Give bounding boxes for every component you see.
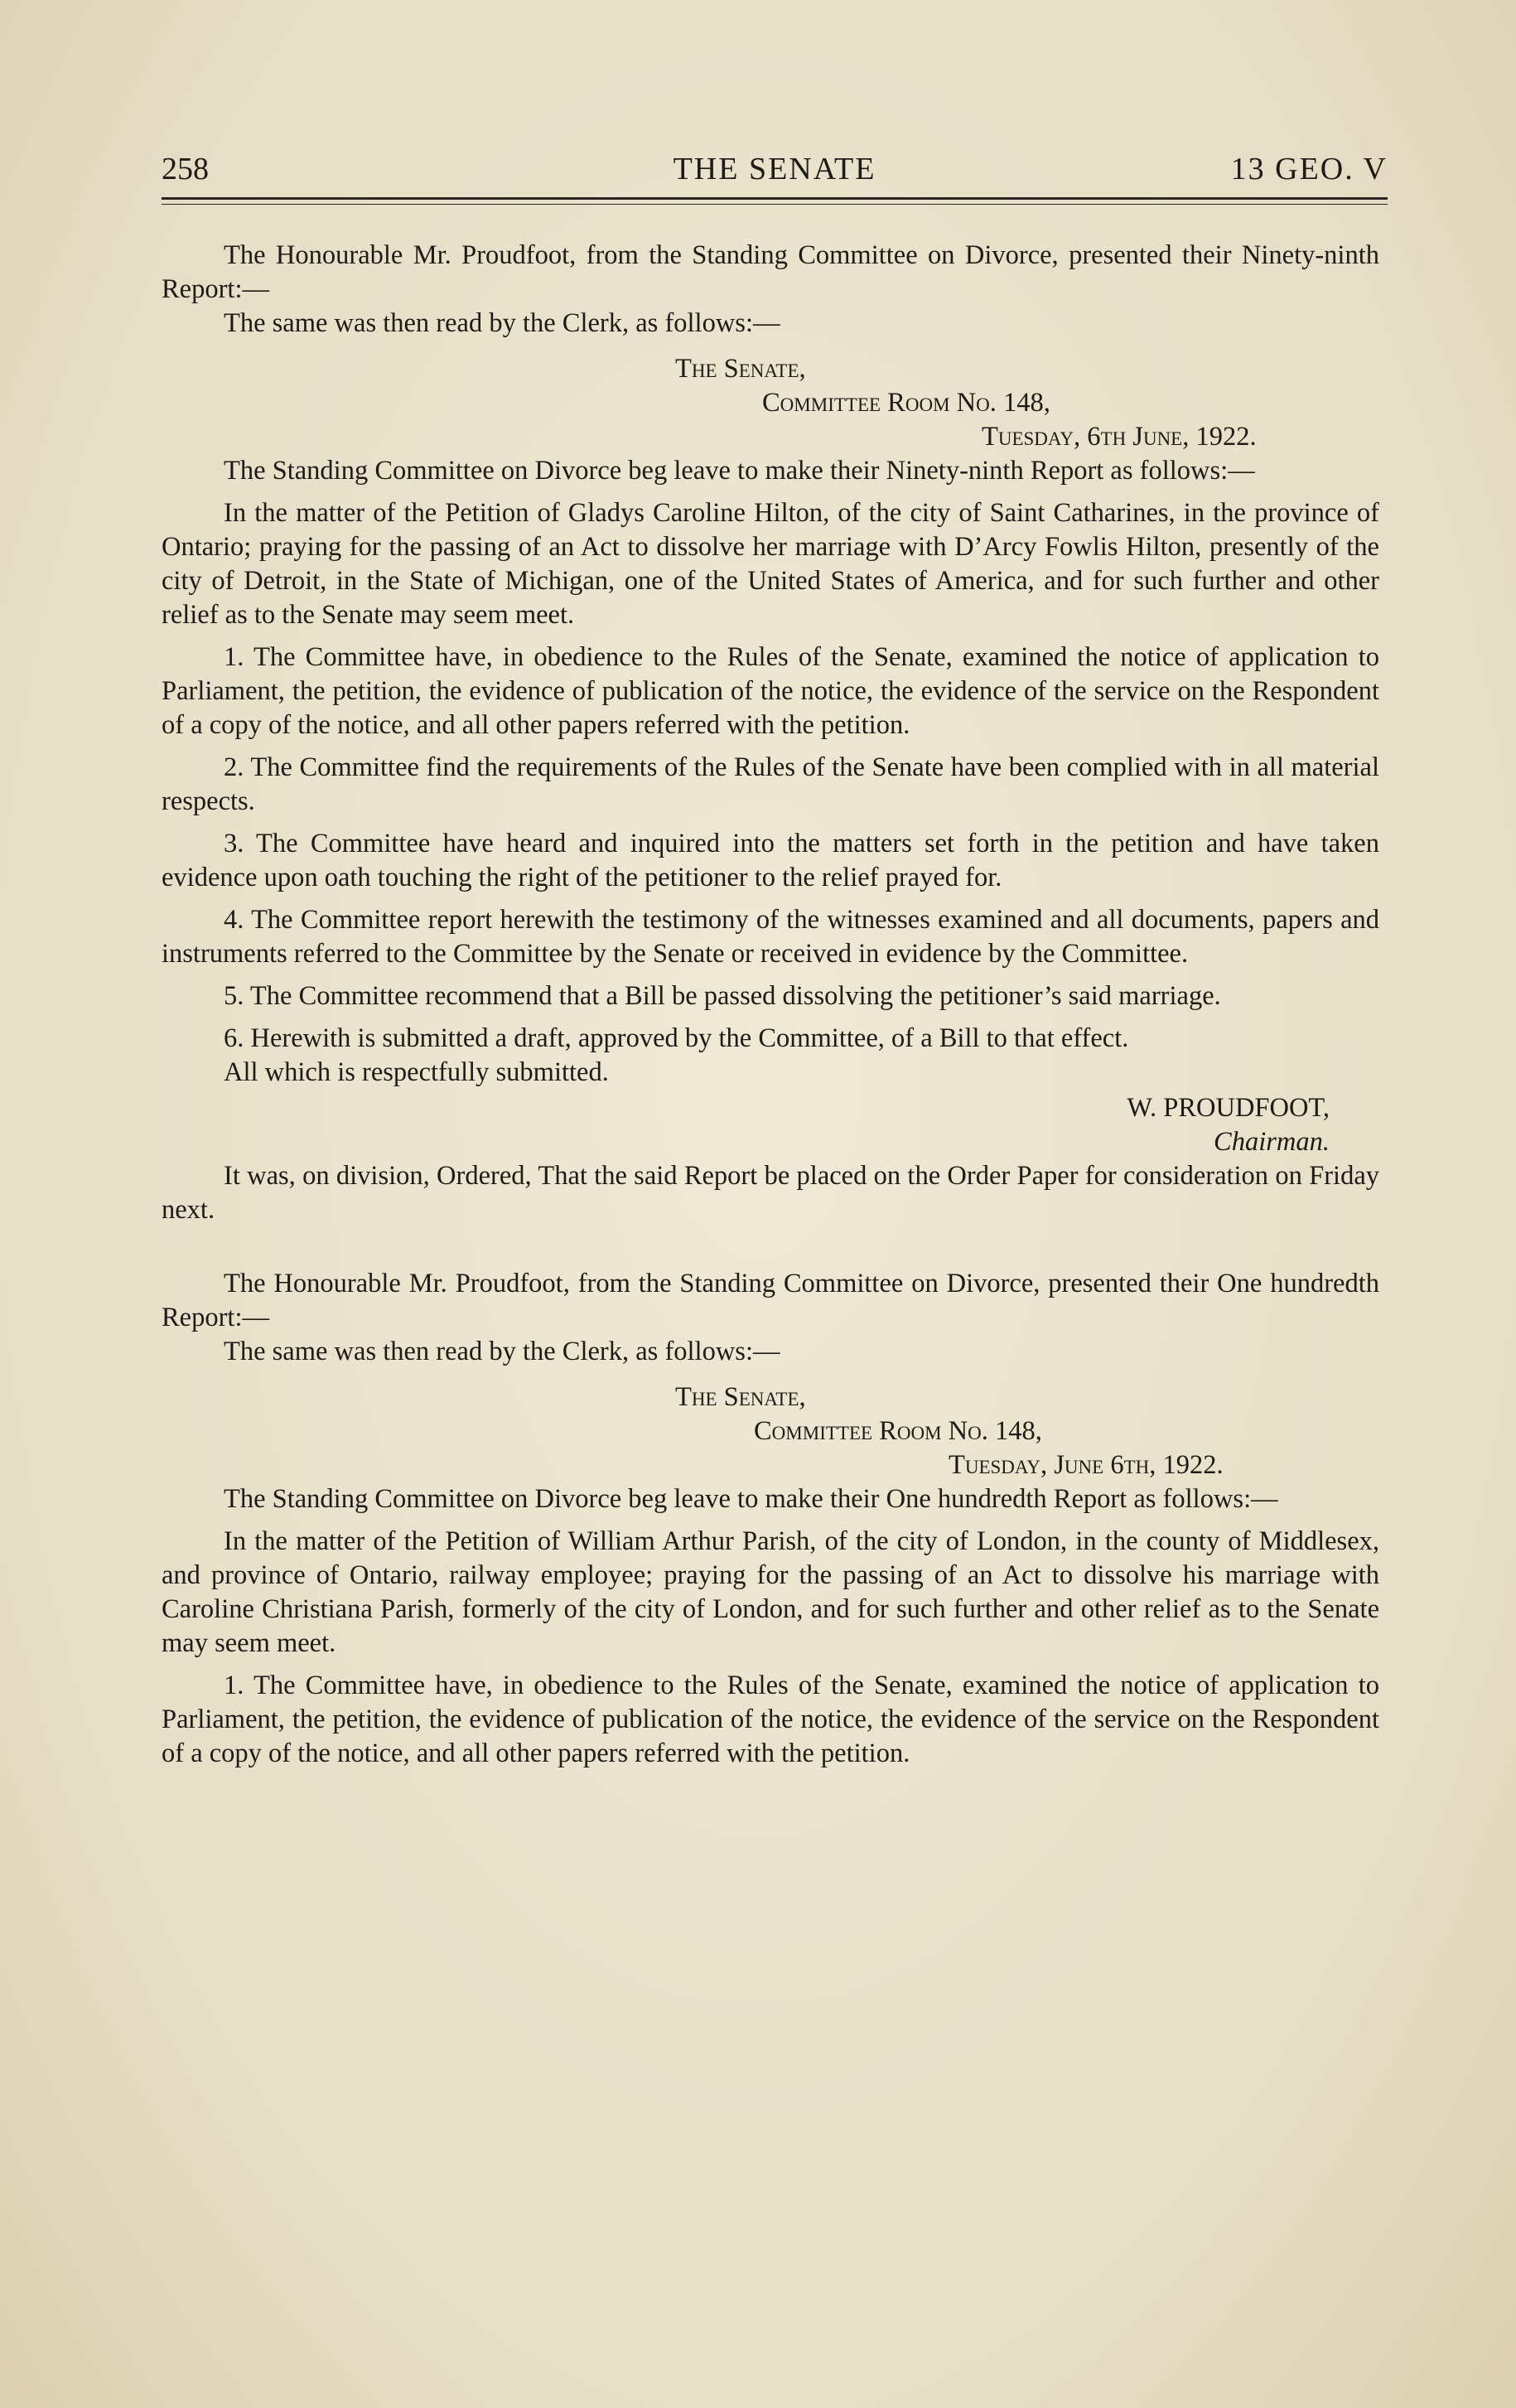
page-number: 258	[162, 152, 209, 186]
address-date: Tuesday, 6th June, 1922.	[982, 422, 1257, 452]
report-one-hundredth	[162, 1267, 1379, 1771]
report-item: 4. The Committee report herewith the testimony of the witnesses examined and all documents, papers and instruments referred to the Committee by the Senate or received in evidence by the Committee.	[162, 905, 1379, 969]
order-paragraph: It was, on division, Ordered, That the said Report be placed on the Order Paper for consideration on Friday next.	[162, 1161, 1379, 1225]
address-room: Committee Room No. 148,	[754, 1416, 1042, 1446]
petition-matter: In the matter of the Petition of Gladys Caroline Hilton, of the city of Saint Catharines, in the province of Ontario; praying for the passing of an Act to dissolve her marriage with D’Arcy Fowlis Hilton, presently of the city of Detroit, in the State of Michigan, one of the United States of America, and for such further and other relief as to the Senate may seem meet.	[162, 498, 1379, 630]
report-item: 1. The Committee have, in obedience to the Rules of the Senate, examined the notice of application to Parliament, the petition, the evidence of publication of the notice, the evidence of the service on the Respondent of a copy of the notice, and all other papers referred with the petition.	[162, 1671, 1379, 1768]
report-read-line: The same was then read by the Clerk, as follows:—	[224, 1337, 780, 1366]
header-rule-thin	[162, 204, 1388, 205]
regnal-year: 13 GEO. V	[1230, 152, 1388, 186]
chairman-title: Chairman.	[1214, 1127, 1330, 1157]
running-header	[162, 151, 1388, 192]
chairman-signature: W. PROUDFOOT,	[1127, 1093, 1330, 1123]
report-opening: The Standing Committee on Divorce beg leave to make their Ninety-ninth Report as follows:—	[224, 456, 1255, 486]
report-read-line: The same was then read by the Clerk, as follows:—	[224, 308, 780, 338]
report-opening: The Standing Committee on Divorce beg leave to make their One hundredth Report as follows:—	[224, 1484, 1278, 1514]
report-item: 3. The Committee have heard and inquired into the matters set forth in the petition and have taken evidence upon oath touching the right of the petitioner to the relief prayed for.	[162, 829, 1379, 892]
header-rule-thick	[162, 197, 1388, 200]
header-title: THE SENATE	[673, 152, 876, 186]
report-item: 1. The Committee have, in obedience to the Rules of the Senate, examined the notice of application to Parliament, the petition, the evidence of publication of the notice, the evidence of the service on the Respondent of a copy of the notice, and all other papers referred with the petition.	[162, 642, 1379, 740]
report-ninety-ninth	[162, 239, 1379, 1227]
report-item: 6. Herewith is submitted a draft, approved by the Committee, of a Bill to that effect.	[224, 1023, 1129, 1053]
address-senate: The Senate,	[675, 354, 806, 384]
report-intro: The Honourable Mr. Proudfoot, from the Standing Committee on Divorce, presented their One hundredth Report:—	[162, 1269, 1379, 1332]
address-room: Committee Room No. 148,	[762, 388, 1050, 418]
closing-line: All which is respectfully submitted.	[224, 1057, 609, 1087]
report-item: 2. The Committee find the requirements of the Rules of the Senate have been complied with in all material respects.	[162, 752, 1379, 816]
address-date: Tuesday, June 6th, 1922.	[949, 1450, 1224, 1480]
report-intro: The Honourable Mr. Proudfoot, from the Standing Committee on Divorce, presented their Ninety-ninth Report:—	[162, 240, 1379, 304]
address-senate: The Senate,	[675, 1382, 806, 1412]
report-item: 5. The Committee recommend that a Bill be passed dissolving the petitioner’s said marriage.	[224, 981, 1221, 1011]
page-body	[162, 239, 1379, 1771]
petition-matter: In the matter of the Petition of William Arthur Parish, of the city of London, in the county of Middlesex, and province of Ontario, railway employee; praying for the passing of an Act to dissolve his marriage with Caroline Christiana Parish, formerly of the city of London, and for such further and other relief as to the Senate may seem meet.	[162, 1526, 1379, 1658]
